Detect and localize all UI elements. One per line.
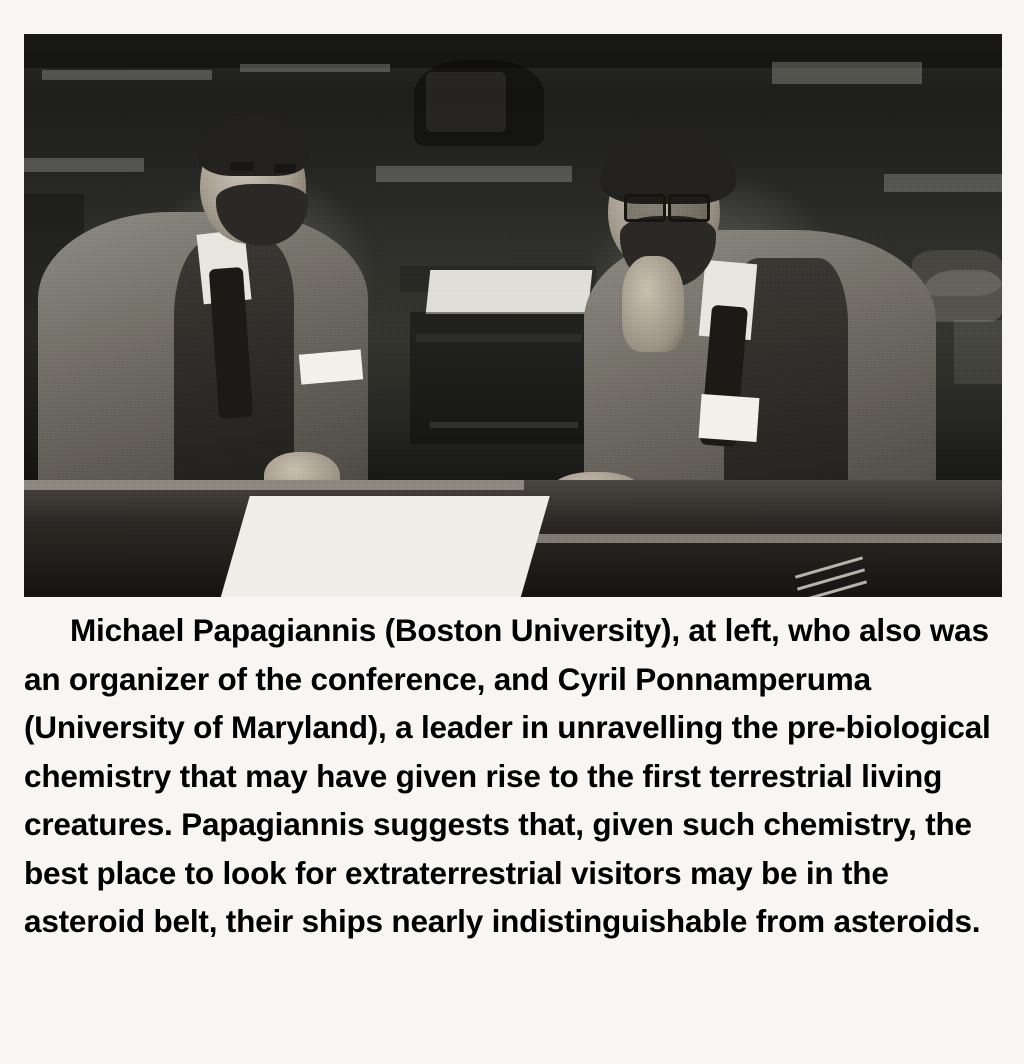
photo-open-book (426, 270, 593, 314)
table-edge-left (24, 480, 524, 490)
photo-background-detail (376, 166, 572, 182)
photograph (24, 34, 1002, 597)
photo-center-table-detail (430, 422, 578, 428)
eye-right (274, 164, 296, 173)
eye-left (230, 162, 254, 171)
photo-background-detail (954, 320, 1002, 384)
caption-text: Michael Papagiannis (Boston University), at left, who also was an organizer of the conference, and Cyril Ponnamperuma (University of Maryland), a leader in unravelling the pre-biological chemistry that may have given rise to the first terrestrial living creatures. Papagiannis suggests that, given such chemistry, the best place to look for extraterrestrial visitors may be in the asteroid belt, their ships nearly indistinguishable from asteroids. (24, 612, 991, 939)
hair (600, 132, 736, 204)
photo-background-detail (884, 174, 1002, 192)
eyeglasses-left-lens (624, 194, 666, 222)
photo-background-detail (240, 64, 390, 72)
eyeglasses-right-lens (668, 194, 710, 222)
name-badge (699, 394, 760, 442)
photo-scene (24, 34, 1002, 597)
figure-caption (24, 606, 1004, 946)
name-badge (299, 349, 363, 384)
photo-center-table-detail (416, 334, 582, 342)
photo-background-detail (772, 62, 922, 84)
paper-on-table (218, 496, 550, 597)
photo-background-detail (24, 158, 144, 172)
hand-on-chin (622, 256, 684, 352)
photo-background-detail (42, 70, 212, 80)
photo-background-detail (426, 72, 506, 132)
